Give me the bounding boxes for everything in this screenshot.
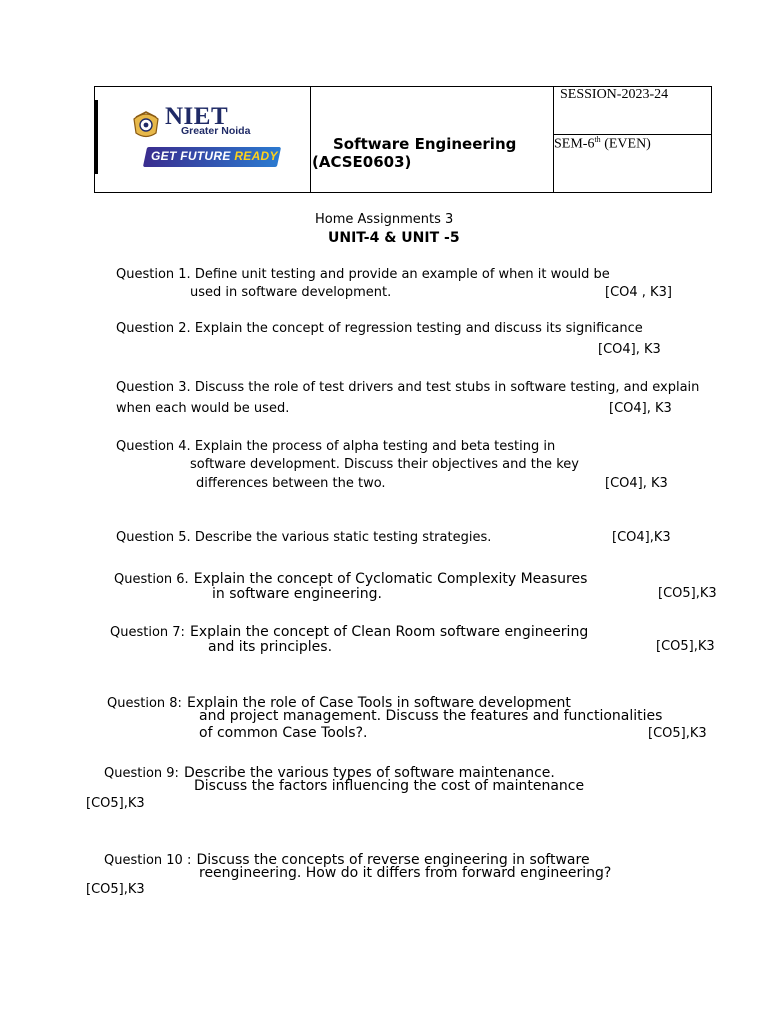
question-text: Explain the concept of Cyclomatic Complexity Measures: [193, 571, 588, 587]
course-code: (ACSE0603): [312, 153, 412, 171]
question-text: Explain the concept of regression testing and discuss its significance: [194, 321, 643, 336]
question-label: Question 4.: [116, 439, 191, 454]
question-text: in software engineering.: [212, 586, 383, 602]
question-tag: [CO5],K3: [656, 639, 715, 654]
question-tag: [CO5],K3: [86, 796, 145, 811]
question-text: differences between the two.: [196, 476, 386, 491]
question-text: of common Case Tools?.: [199, 725, 368, 741]
question-line: [116, 439, 555, 454]
question-tag: [CO5],K3: [648, 726, 707, 741]
assignment-title: Home Assignments 3: [315, 212, 454, 227]
question-text: Explain the process of alpha testing and beta testing in: [194, 439, 556, 454]
question-line: [116, 530, 491, 545]
question-text: when each would be used.: [116, 401, 290, 416]
question-tag: [CO4], K3: [609, 401, 672, 416]
question-label: Question 1.: [116, 267, 191, 282]
question-text: Describe the various types of software maintenance.: [184, 765, 555, 781]
question-tag: [CO4], K3: [598, 342, 661, 357]
question-label: Question 9:: [104, 766, 179, 781]
question-text: and its principles.: [208, 639, 333, 655]
question-label: Question 8:: [107, 696, 182, 711]
question-line: [116, 267, 610, 282]
logo-subtitle: Greater Noida: [181, 125, 251, 137]
question-tag: [CO4], K3: [605, 476, 668, 491]
header-divider-1: [310, 87, 311, 192]
question-text: Explain the concept of Clean Room software engineering: [190, 624, 589, 640]
question-tag: [CO4],K3: [612, 530, 671, 545]
semester-label: SEM-6th (EVEN): [554, 135, 651, 152]
question-line: [116, 380, 699, 395]
logo-side-bar: [95, 100, 98, 174]
niet-emblem-icon: [131, 107, 161, 141]
question-line: [114, 568, 587, 587]
question-text: and project management. Discuss the features and functionalities: [199, 708, 663, 724]
question-text: Discuss the concepts of reverse engineering in software: [196, 852, 590, 868]
question-label: Question 6.: [114, 572, 189, 587]
question-tag: [CO4 , K3]: [605, 285, 672, 300]
question-line: [116, 321, 643, 336]
question-text: Describe the various static testing strategies.: [194, 530, 492, 545]
question-line: [110, 621, 588, 640]
question-text: Discuss the role of test drivers and test stubs in software testing, and explain: [194, 380, 700, 395]
header-table: [94, 86, 712, 193]
question-text: reengineering. How do it differs from forward engineering?: [199, 865, 612, 881]
question-label: Question 7:: [110, 625, 185, 640]
question-tag: [CO5],K3: [86, 882, 145, 897]
question-tag: [CO5],K3: [658, 586, 717, 601]
unit-title: UNIT-4 & UNIT -5: [328, 230, 460, 246]
question-text: used in software development.: [190, 285, 392, 300]
question-text: Define unit testing and provide an example of when it would be: [194, 267, 610, 282]
question-text: software development. Discuss their objectives and the key: [190, 457, 579, 472]
question-label: Question 10 :: [104, 853, 192, 868]
question-text: Discuss the factors influencing the cost of maintenance: [194, 778, 585, 794]
question-label: Question 3.: [116, 380, 191, 395]
question-text: Explain the role of Case Tools in software development: [187, 695, 571, 711]
tagline-text: GET FUTURE READY: [151, 149, 278, 163]
logo-name: NIET: [165, 103, 229, 130]
question-label: Question 5.: [116, 530, 191, 545]
question-label: Question 2.: [116, 321, 191, 336]
session-label: SESSION-2023-24: [560, 87, 669, 102]
course-title: Software Engineering: [333, 135, 517, 153]
